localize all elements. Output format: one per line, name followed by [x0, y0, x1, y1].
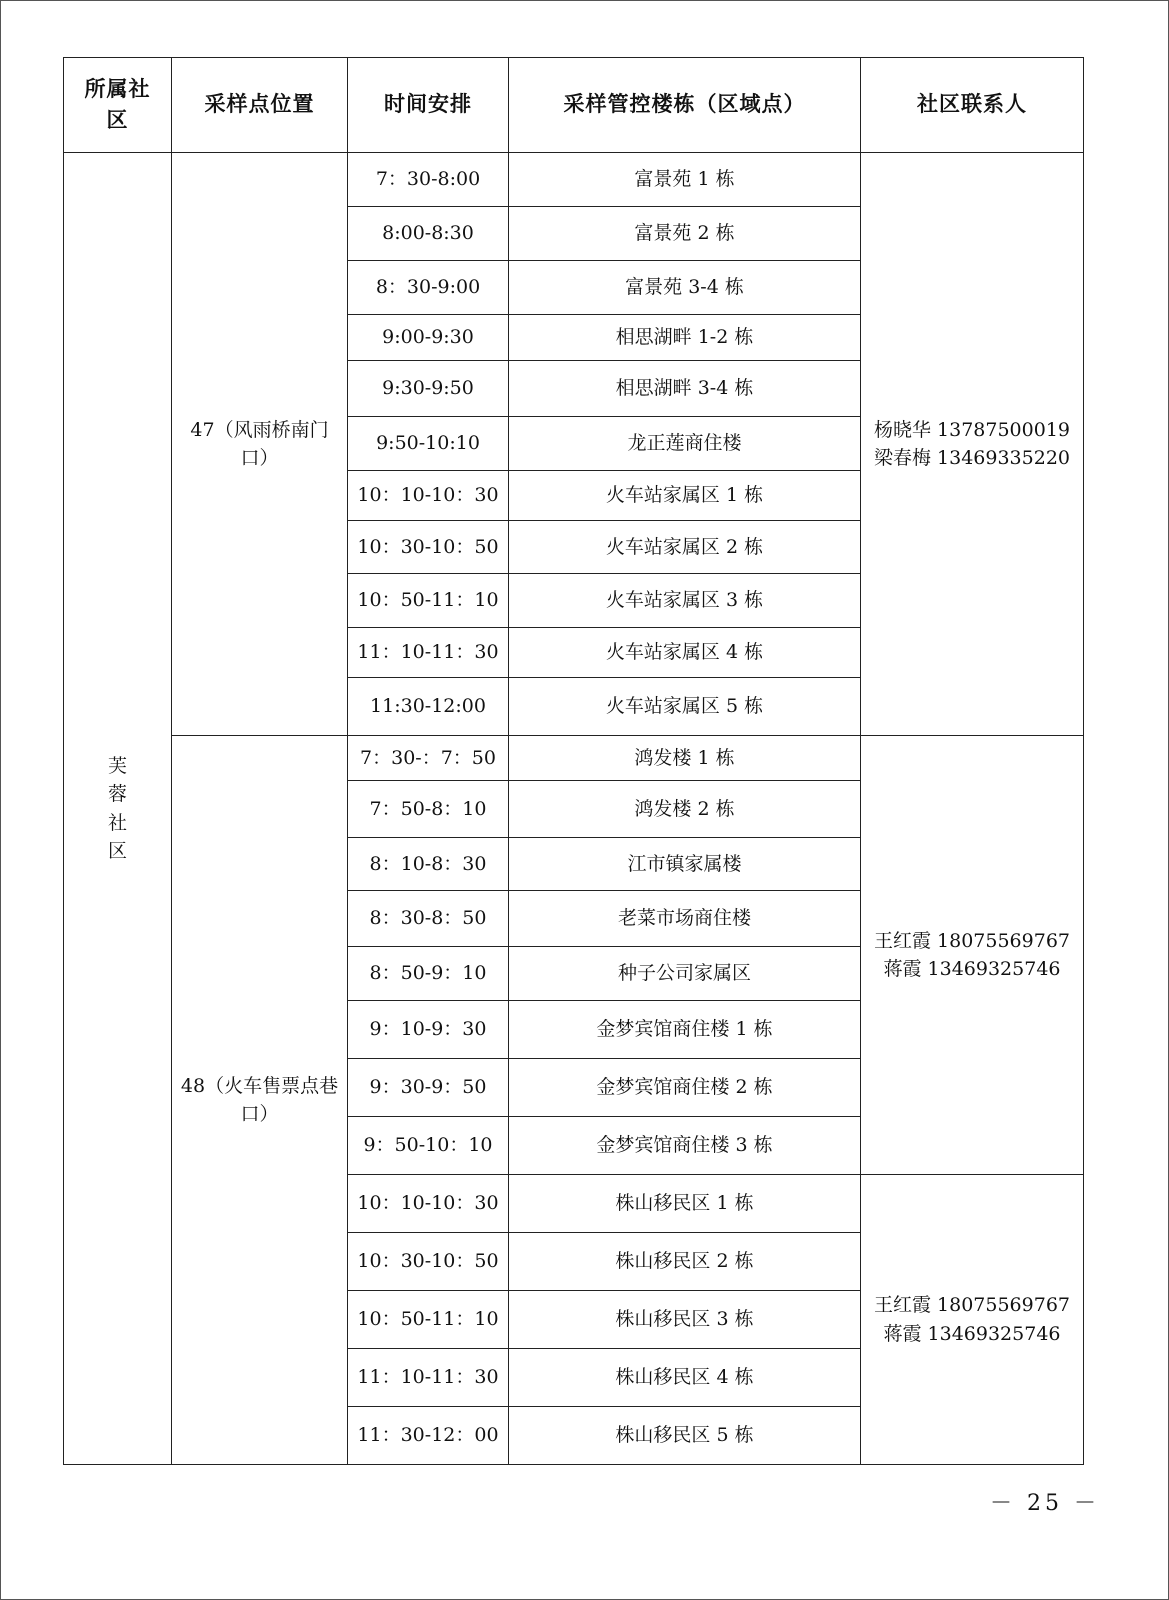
page-number: － 25 － — [990, 1491, 1100, 1516]
building-cell: 金梦宾馆商住楼 2 栋 — [509, 1059, 861, 1117]
time-cell: 9:00-9:30 — [348, 315, 509, 361]
time-cell: 9:50-10:10 — [348, 417, 509, 471]
building-cell: 相思湖畔 1-2 栋 — [509, 315, 861, 361]
building-cell: 火车站家属区 4 栋 — [509, 628, 861, 678]
building-cell: 株山移民区 2 栋 — [509, 1233, 861, 1291]
contact-entry: 杨晓华 13787500019 — [873, 418, 1070, 441]
building-cell: 火车站家属区 5 栋 — [509, 678, 861, 736]
site-cell: 47（风雨桥南门口） — [172, 153, 348, 736]
building-cell: 金梦宾馆商住楼 3 栋 — [509, 1117, 861, 1175]
sampling-schedule-table — [63, 57, 1084, 1465]
contact-entry: 蒋霞 13469325746 — [883, 1322, 1061, 1345]
header-buildings: 采样管控楼栋（区域点） — [509, 58, 861, 153]
time-cell: 8：50-9：10 — [348, 947, 509, 1001]
time-cell: 9:30-9:50 — [348, 361, 509, 417]
building-cell: 株山移民区 1 栋 — [509, 1175, 861, 1233]
building-cell: 株山移民区 3 栋 — [509, 1291, 861, 1349]
header-time: 时间安排 — [348, 58, 509, 153]
time-cell: 10：50-11：10 — [348, 1291, 509, 1349]
time-cell: 9：30-9：50 — [348, 1059, 509, 1117]
community-char: 蓉 — [107, 783, 127, 805]
building-cell: 相思湖畔 3-4 栋 — [509, 361, 861, 417]
time-cell: 9：10-9：30 — [348, 1001, 509, 1059]
time-cell: 10：30-10：50 — [348, 521, 509, 574]
schedule-row — [64, 736, 1084, 781]
building-cell: 富景苑 1 栋 — [509, 153, 861, 207]
building-cell: 富景苑 2 栋 — [509, 207, 861, 261]
community-cell — [64, 153, 172, 1465]
contact-entry: 蒋霞 13469325746 — [883, 958, 1061, 980]
time-cell: 10：50-11：10 — [348, 574, 509, 628]
contact-cell — [861, 153, 1084, 736]
contact-cell — [861, 736, 1084, 1175]
time-cell: 8：10-8：30 — [348, 838, 509, 891]
time-cell: 9：50-10：10 — [348, 1117, 509, 1175]
site-cell: 48（火车售票点巷口） — [172, 736, 348, 1465]
community-char: 芙 — [107, 754, 127, 777]
community-char: 区 — [107, 840, 127, 862]
time-cell: 7：30-8:00 — [348, 153, 509, 207]
building-cell: 龙正莲商住楼 — [509, 417, 861, 471]
time-cell: 7：30-：7：50 — [348, 736, 509, 781]
building-cell: 老菜市场商住楼 — [509, 891, 861, 947]
header-contact: 社区联系人 — [861, 58, 1084, 153]
contact-cell — [861, 1175, 1084, 1465]
time-cell: 11：10-11：30 — [348, 1349, 509, 1407]
time-cell: 8:00-8:30 — [348, 207, 509, 261]
time-cell: 10：10-10：30 — [348, 1175, 509, 1233]
time-cell: 8：30-9:00 — [348, 261, 509, 315]
time-cell: 7：50-8：10 — [348, 781, 509, 838]
building-cell: 金梦宾馆商住楼 1 栋 — [509, 1001, 861, 1059]
building-cell: 火车站家属区 3 栋 — [509, 574, 861, 628]
building-cell: 鸿发楼 2 栋 — [509, 781, 861, 838]
header-site: 采样点位置 — [172, 58, 348, 153]
contact-entry: 梁春梅 13469335220 — [873, 447, 1070, 469]
header-community: 所属社区 — [64, 58, 172, 153]
time-cell: 11：10-11：30 — [348, 628, 509, 678]
contact-entry: 王红霞 18075569767 — [873, 1294, 1070, 1316]
time-cell: 10：30-10：50 — [348, 1233, 509, 1291]
schedule-row — [64, 153, 1084, 207]
time-cell: 10：10-10：30 — [348, 471, 509, 521]
building-cell: 富景苑 3-4 栋 — [509, 261, 861, 315]
building-cell: 种子公司家属区 — [509, 947, 861, 1001]
building-cell: 株山移民区 4 栋 — [509, 1349, 861, 1407]
time-cell: 11：30-12：00 — [348, 1407, 509, 1465]
building-cell: 江市镇家属楼 — [509, 838, 861, 891]
time-cell: 8：30-8：50 — [348, 891, 509, 947]
community-char: 社 — [107, 811, 127, 834]
time-cell: 11:30-12:00 — [348, 678, 509, 736]
header-row — [64, 58, 1084, 153]
building-cell: 火车站家属区 1 栋 — [509, 471, 861, 521]
building-cell: 鸿发楼 1 栋 — [509, 736, 861, 781]
building-cell: 火车站家属区 2 栋 — [509, 521, 861, 574]
contact-entry: 王红霞 18075569767 — [873, 929, 1070, 952]
building-cell: 株山移民区 5 栋 — [509, 1407, 861, 1465]
